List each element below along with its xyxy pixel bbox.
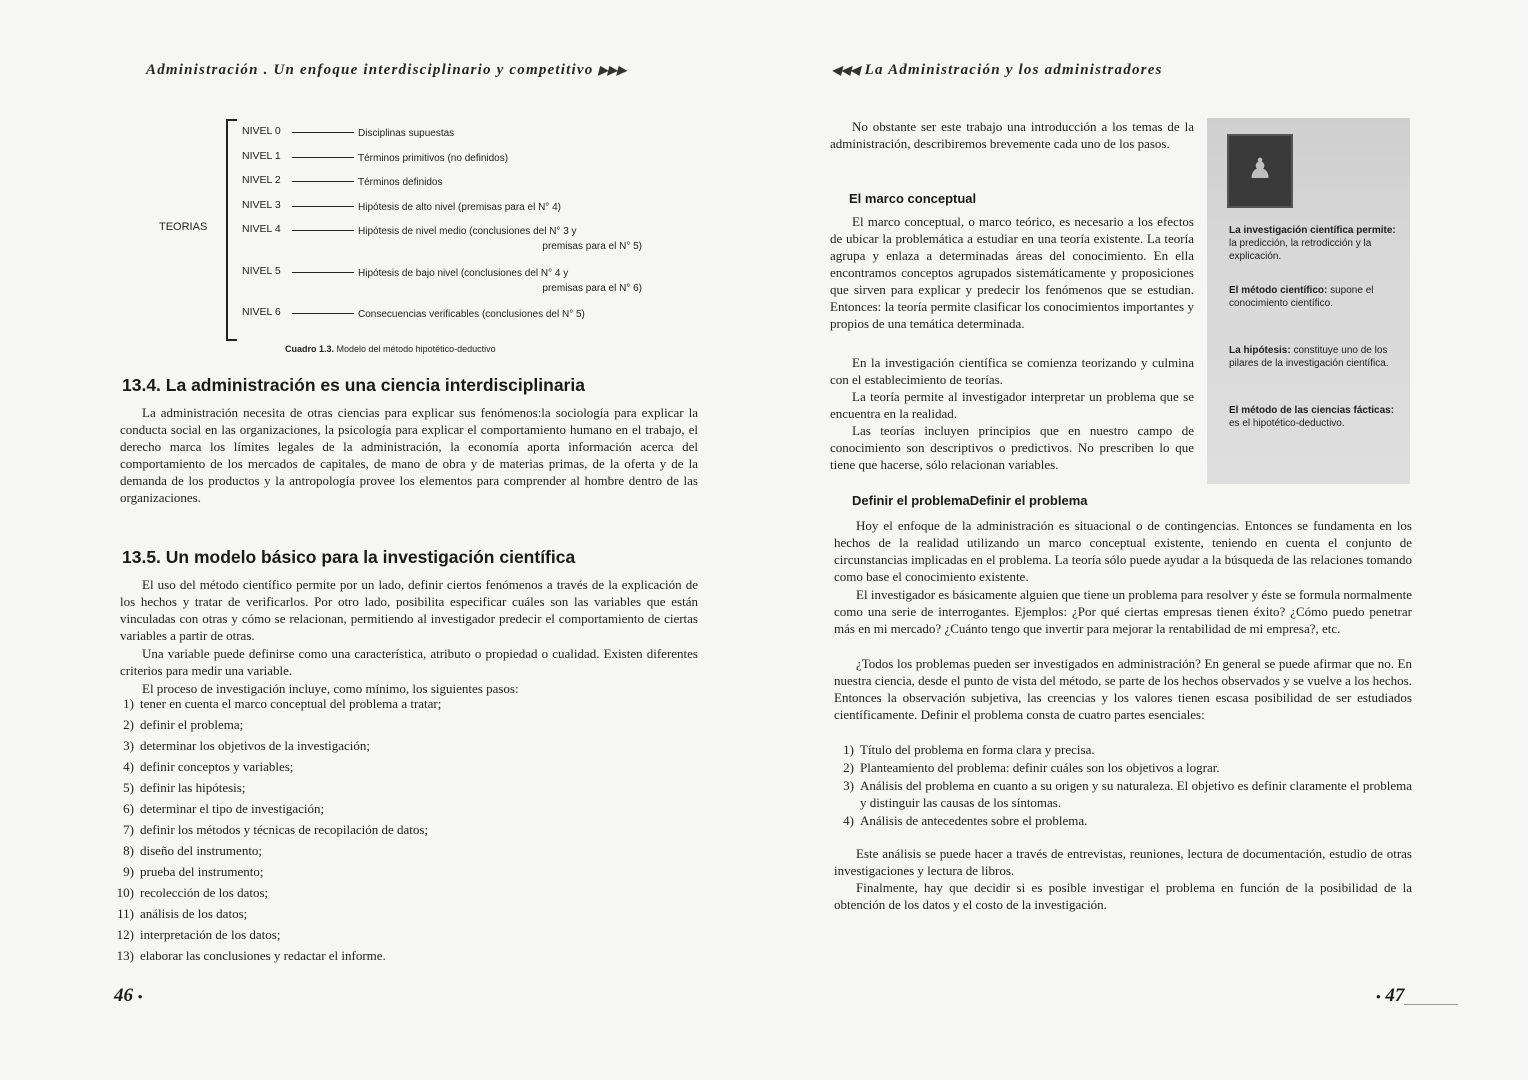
list-item (114, 882, 674, 903)
bullet-icon: • (1376, 989, 1381, 1004)
sidebar-note-text: constituye uno de los pilares de la investigación científica. (1229, 345, 1389, 369)
list-number: 13) (116, 948, 134, 963)
list-item (832, 759, 1412, 776)
list-number: 2) (843, 760, 854, 775)
key-concepts-sidebar (1207, 118, 1410, 484)
list-item (114, 798, 674, 819)
level-label: NIVEL 1 (242, 150, 281, 162)
sidebar-note-title: El método científico: (1229, 285, 1328, 296)
sidebar-note-title: La hipótesis: (1229, 345, 1291, 356)
level-description (358, 307, 658, 322)
level-description-text: Hipótesis de alto nivel (premisas para el N° 4) (358, 202, 561, 213)
list-text: Análisis de antecedentes sobre el problema. (860, 813, 1088, 828)
list-number: 8) (123, 843, 134, 858)
right-running-head-text: La Administración y los administradores (864, 62, 1163, 78)
list-item (114, 777, 674, 798)
marco-paragraph: Las teorías incluyen principios que en nuestro campo de conocimiento son descriptivos o predictivos. No prescriben lo que tiene que hacerse, sólo relacionan variables. (830, 423, 1194, 472)
theory-group-label: TEORIAS (159, 221, 208, 233)
left-running-head (146, 62, 626, 79)
level-label: NIVEL 4 (242, 223, 281, 235)
list-item (832, 741, 1412, 758)
diagram-caption (285, 344, 496, 354)
list-item (114, 945, 674, 966)
definir-paragraph: Este análisis se puede hacer a través de entrevistas, reuniones, lectura de documentación, estudio de otras investigaciones y lectura de libros. (834, 846, 1412, 878)
page-number (114, 985, 142, 1007)
definir-paragraph: Finalmente, hay que decidir si es posible investigar el problema en función de la posibilidad de la obtención de los datos y el costo de la investigación. (834, 880, 1412, 912)
list-text: elaborar las conclusiones y redactar el informe. (140, 948, 386, 963)
level-description-text: Términos definidos (358, 177, 443, 188)
level-description-text: Términos primitivos (no definidos) (358, 153, 509, 164)
level-description (358, 266, 658, 296)
definir-paragraph: Hoy el enfoque de la administración es situacional o de contingencias. Entonces se fundamenta en los hechos de la realidad utilizando un marco conceptual existente, teniendo en cuenta el conjunto de circunstancias implicadas en el problema. La teoría sólo puede ayudar a la búsqueda de las relaciones tomando como base el conocimiento existente. (834, 518, 1412, 584)
marco-paragraph: En la investigación científica se comienza teorizando y culmina con el establecimiento de teorías. (830, 355, 1194, 387)
sidebar-note-title: La investigación científica permite: (1229, 225, 1396, 236)
level-description (358, 151, 658, 166)
list-number: 10) (116, 885, 134, 900)
section-13-4-body: La administración necesita de otras ciencias para explicar sus fenómenos:la sociología para explicar la conducta social en las organizaciones, la psicología para explicar el comportamiento humano en el trabajo, el derecho marca los límites legales de la administración, la economía aporta información acerca del comportamiento de los mercados de capitales, de mano de obra y de materias primas, de la oferta y de la demanda de los productos y la antropología provee los elementos para comprender al hombre dentro de las organizaciones. (120, 405, 698, 505)
list-text: recolección de los datos; (140, 885, 269, 900)
level-connector (292, 272, 354, 273)
list-item (832, 777, 1412, 811)
level-description-text: Disciplinas supuestas (358, 128, 455, 139)
problem-parts-list (832, 741, 1412, 830)
intro-paragraph: No obstante ser este trabajo una introducción a los temas de la administración, describiremos brevemente cada uno de los pasos. (830, 119, 1194, 151)
list-text: Análisis del problema en cuanto a su origen y su naturaleza. El objetivo es definir claramente el problema y distinguir las causas de los síntomas. (860, 778, 1412, 810)
definir-heading: Definir el problemaDefinir el problema (852, 493, 1088, 508)
list-text: diseño del instrumento; (140, 843, 263, 858)
list-number: 7) (123, 822, 134, 837)
level-description-continuation: premisas para el N° 5) (542, 241, 642, 252)
page-number (1376, 985, 1404, 1007)
list-item (114, 714, 674, 735)
list-text: prueba del instrumento; (140, 864, 264, 879)
sidebar-note (1229, 344, 1397, 370)
theory-bracket (226, 119, 237, 341)
list-number: 11) (117, 906, 134, 921)
list-text: Planteamiento del problema: definir cuáles son los objetivos a lograr. (860, 760, 1220, 775)
sidebar-note-title: El método de las ciencias fácticas: (1229, 405, 1395, 416)
bullet-icon: • (137, 989, 143, 1004)
list-number: 3) (843, 778, 854, 793)
left-running-head-text: Administración . Un enfoque interdisciplinario y competitivo (146, 62, 594, 78)
level-connector (292, 181, 354, 182)
list-text: tener en cuenta el marco conceptual del problema a tratar; (140, 696, 442, 711)
section-13-5-heading: 13.5. Un modelo básico para la investigación científica (122, 547, 576, 567)
list-item (114, 903, 674, 924)
section-13-5-paragraph: El proceso de investigación incluye, como mínimo, los siguientes pasos: (142, 681, 519, 696)
list-number: 4) (843, 813, 854, 828)
level-label: NIVEL 3 (242, 199, 281, 211)
sidebar-note-text: supone el conocimiento científico. (1229, 285, 1374, 309)
list-item (114, 924, 674, 945)
list-number: 1) (123, 696, 134, 711)
list-text: interpretación de los datos; (140, 927, 281, 942)
sidebar-photo (1227, 134, 1293, 208)
statue-icon: ♟ (1247, 152, 1273, 185)
level-label: NIVEL 5 (242, 265, 281, 277)
page-number-text: 46 (114, 985, 133, 1006)
marco-paragraph: La teoría permite al investigador interpretar un problema que se encuentra en la realidad. (830, 389, 1194, 421)
section-13-5-paragraph: El uso del método científico permite por un lado, definir ciertos fenómenos a través de la explicación de los hechos y tratar de verificarlos. Por otro lado, posibilita especificar cuáles son las variables que están vinculadas con otras y cómo se relacionan, permitiendo al investigador predecir el comportamiento de ciertas variables a partir de otras. (120, 577, 698, 643)
marco-heading: El marco conceptual (849, 191, 977, 206)
page-number-text: 47 (1385, 985, 1405, 1006)
right-page (764, 0, 1528, 1080)
right-running-head (832, 62, 1163, 79)
section-13-5-paragraph: Una variable puede definirse como una característica, atributo o propiedad o cualidad. Existen diferentes criterios para medir una variable. (120, 646, 698, 678)
level-description (358, 175, 658, 190)
definir-paragraph: El investigador es básicamente alguien que tiene un problema para resolver y éste se formula normalmente como una serie de interrogantes. Ejemplos: ¿Por qué ciertas empresas tienen éxito? ¿Cómo puedo penetrar más en mi mercado? ¿Cuánto tengo que invertir para mejorar la rentabilidad de mi empresa?, etc. (834, 587, 1412, 636)
level-description-continuation: premisas para el N° 6) (542, 283, 642, 294)
list-text: Título del problema en forma clara y precisa. (860, 742, 1095, 757)
list-item (114, 861, 674, 882)
list-text: definir el problema; (140, 717, 244, 732)
marco-paragraph: El marco conceptual, o marco teórico, es necesario a los efectos de ubicar la problemática a estudiar en una teoría existente. La teoría agrupa y enlaza a determinadas áreas del conocimiento. En ella encontramos conceptos agrupados sistemáticamente y proposiciones que sirven para explicar y predecir los fenómenos que se estudian. Entonces: la teoría permite clasificar los conocimientos importantes y propios de una temática determinada. (830, 214, 1194, 331)
sidebar-note-text: es el hipotético-deductivo. (1229, 418, 1345, 429)
level-description (358, 224, 658, 254)
page-number-rule (1404, 1004, 1458, 1005)
caption-label: Cuadro 1.3. (285, 344, 335, 354)
list-item (114, 840, 674, 861)
level-label: NIVEL 2 (242, 174, 281, 186)
list-number: 4) (123, 759, 134, 774)
definir-paragraph: ¿Todos los problemas pueden ser investigados en administración? En general se puede afirmar que no. En nuestra ciencia, desde el punto de vista del método, se parte de los hechos observados y se vuelve a los hechos. Entonces la observación subjetiva, las creencias y los valores tienen escasa posibilidad de ser estudiados científicamente. Definir el problema consta de cuatro partes esenciales: (834, 656, 1412, 722)
back-arrows-icon: ◀◀◀ (832, 63, 860, 77)
list-text: determinar el tipo de investigación; (140, 801, 325, 816)
list-item (832, 812, 1412, 829)
list-text: determinar los objetivos de la investigación; (140, 738, 370, 753)
list-text: análisis de los datos; (140, 906, 248, 921)
level-label: NIVEL 6 (242, 306, 281, 318)
research-steps-list (114, 693, 674, 966)
theory-levels-diagram (150, 116, 670, 354)
level-connector (292, 313, 354, 314)
level-description-text: Hipótesis de bajo nivel (conclusiones del N° 4 y (358, 268, 569, 279)
section-13-4-heading: 13.4. La administración es una ciencia interdisciplinaria (122, 375, 585, 395)
list-item (114, 819, 674, 840)
list-number: 6) (123, 801, 134, 816)
list-number: 5) (123, 780, 134, 795)
level-label: NIVEL 0 (242, 125, 281, 137)
list-number: 2) (123, 717, 134, 732)
list-number: 1) (843, 742, 854, 757)
list-item (114, 756, 674, 777)
list-number: 9) (123, 864, 134, 879)
list-item (114, 693, 674, 714)
level-description (358, 200, 658, 215)
caption-text: Modelo del método hipotético-deductivo (336, 344, 496, 354)
list-text: definir las hipótesis; (140, 780, 246, 795)
list-number: 12) (116, 927, 134, 942)
sidebar-note (1229, 224, 1397, 263)
level-description (358, 126, 658, 141)
sidebar-note (1229, 284, 1397, 310)
level-description-text: Consecuencias verificables (conclusiones del N° 5) (358, 309, 585, 320)
list-number: 3) (123, 738, 134, 753)
level-description-text: Hipótesis de nivel medio (conclusiones del N° 3 y (358, 226, 577, 237)
level-connector (292, 157, 354, 158)
list-item (114, 735, 674, 756)
level-connector (292, 206, 354, 207)
level-connector (292, 132, 354, 133)
list-text: definir los métodos y técnicas de recopilación de datos; (140, 822, 429, 837)
list-text: definir conceptos y variables; (140, 759, 294, 774)
level-connector (292, 230, 354, 231)
forward-arrows-icon: ▶▶▶ (598, 63, 627, 77)
sidebar-note (1229, 404, 1397, 430)
sidebar-note-text: la predicción, la retrodicción y la explicación. (1229, 238, 1372, 262)
